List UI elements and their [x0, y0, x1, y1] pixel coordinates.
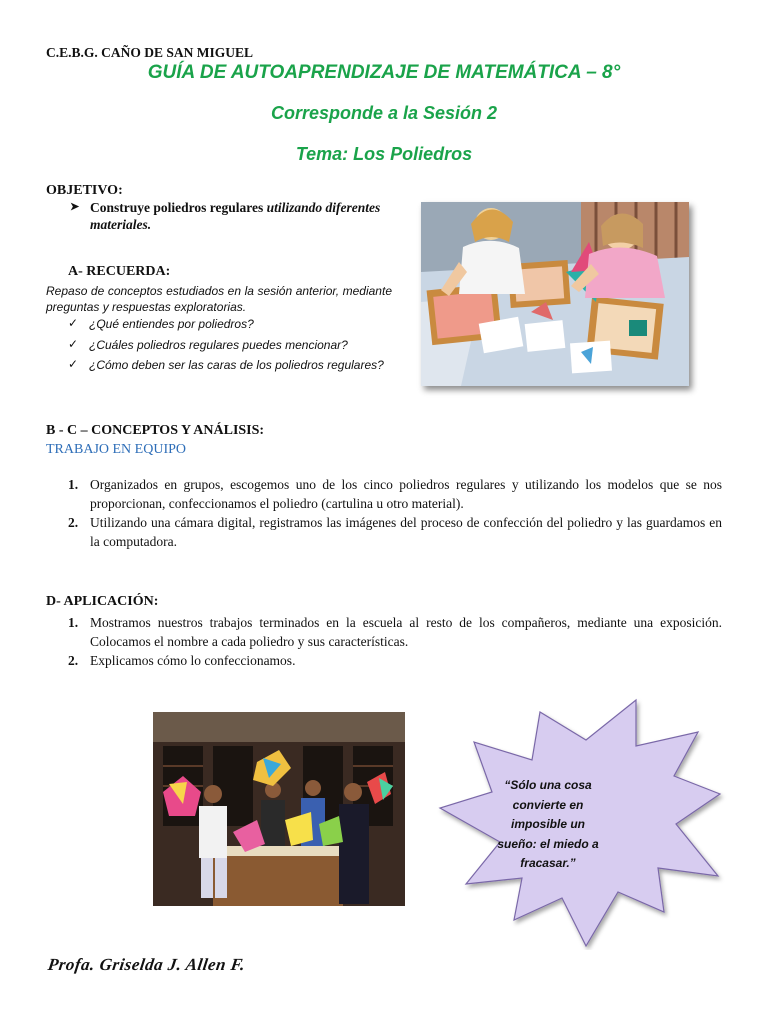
- recall-text: Repaso de conceptos estudiados en la sesión anterior, mediante preguntas y respuestas exploratorias.: [46, 284, 392, 314]
- concepts-heading: B - C – CONCEPTOS Y ANÁLISIS:: [46, 423, 265, 438]
- children-polyhedra-photo: [421, 202, 689, 386]
- recall-questions: [68, 317, 408, 379]
- list-item: 1. Mostramos nuestros trabajos terminados en la escuela al resto de los compañeros, mediante una exposición. Colocamos el nombre a cada poliedro y sus características.: [68, 615, 722, 649]
- inspirational-quote: “Sólo una cosa convierte en imposible un sueño: el miedo a fracasar.”: [497, 778, 599, 870]
- recall-heading: A- RECUERDA:: [68, 264, 171, 279]
- checkmark-icon: ✓: [68, 357, 79, 371]
- session-subtitle: Corresponde a la Sesión 2: [270, 103, 498, 123]
- list-item: 2. Utilizando una cámara digital, registramos las imágenes del proceso de confección del poliedro y las guardamos en la computadora.: [68, 515, 722, 549]
- topic-title: Tema: Los Poliedros: [295, 144, 473, 164]
- application-list: [68, 613, 722, 670]
- concepts-list: [68, 475, 722, 551]
- checkmark-icon: ✓: [68, 316, 79, 330]
- application-heading: D- APLICACIÓN:: [46, 594, 159, 609]
- students-exhibition-photo: [153, 712, 405, 906]
- list-item: ✓ ¿Cómo deben ser las caras de los poliedros regulares?: [68, 357, 384, 372]
- objective-italic-text: utilizando diferentes materiales.: [90, 200, 381, 232]
- page-title: GUÍA DE AUTOAPRENDIZAJE DE MATEMÁTICA – 8°: [147, 62, 621, 83]
- arrow-bullet-icon: ➤: [70, 201, 80, 213]
- list-item: 1. Organizados en grupos, escogemos uno de los cinco poliedros regulares y utilizando los modelos que se nos proporcionan, confeccionamos el poliedro (cartulina u otro material).: [68, 477, 722, 511]
- list-item: 2. Explicamos cómo lo confeccionamos.: [68, 653, 296, 668]
- objective-heading: OBJETIVO:: [46, 183, 123, 198]
- checkmark-icon: ✓: [68, 336, 79, 351]
- teacher-signature: Profa. Griselda J. Allen F.: [46, 955, 247, 974]
- objective-bold-text: Construye poliedros regulares: [90, 200, 267, 215]
- school-name: C.E.B.G. CAÑO DE SAN MIGUEL: [46, 45, 254, 60]
- objective-item: [70, 199, 400, 233]
- list-item: ✓ ¿Cuáles poliedros regulares puedes mencionar?: [68, 336, 348, 352]
- team-work-subheading: TRABAJO EN EQUIPO: [46, 442, 186, 457]
- list-item: ✓ ¿Qué entiendes por poliedros?: [68, 316, 254, 331]
